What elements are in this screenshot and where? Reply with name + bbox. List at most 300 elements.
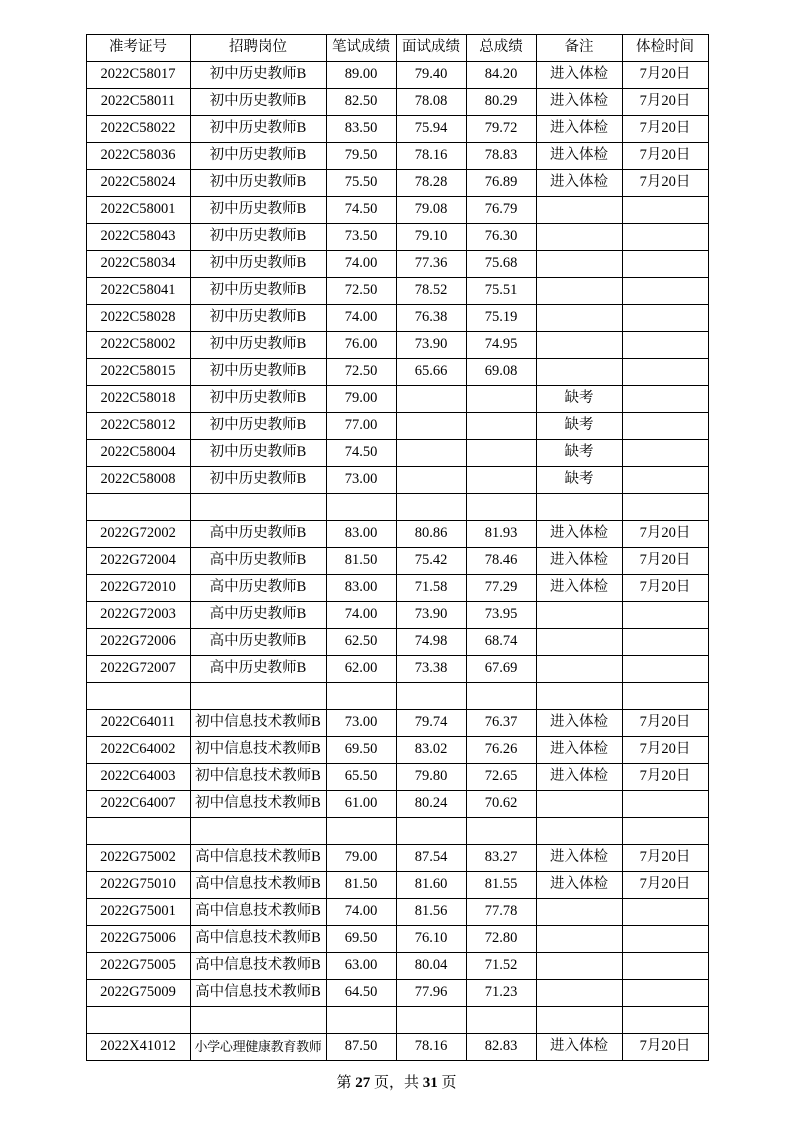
cell-written-score: 81.50 — [326, 548, 396, 575]
cell-total-score: 72.65 — [466, 764, 536, 791]
cell-remarks: 进入体检 — [536, 116, 622, 143]
cell-admission-number: 2022C58028 — [86, 305, 190, 332]
cell-position: 初中历史教师B — [190, 332, 326, 359]
cell-medical-exam-time — [622, 413, 708, 440]
cell-total-score — [466, 440, 536, 467]
cell-medical-exam-time: 7月20日 — [622, 116, 708, 143]
cell-position: 初中历史教师B — [190, 224, 326, 251]
table-row — [86, 710, 708, 737]
table-row — [86, 899, 708, 926]
table-row — [86, 251, 708, 278]
cell-total-score — [466, 494, 536, 521]
cell-remarks — [536, 926, 622, 953]
cell-written-score: 69.50 — [326, 926, 396, 953]
cell-position: 高中信息技术教师B — [190, 845, 326, 872]
cell-written-score: 74.00 — [326, 602, 396, 629]
table-row — [86, 872, 708, 899]
cell-medical-exam-time — [622, 1007, 708, 1034]
column-header-admission-number: 准考证号 — [86, 35, 190, 62]
cell-interview-score — [396, 818, 466, 845]
cell-medical-exam-time — [622, 629, 708, 656]
cell-admission-number: 2022G72010 — [86, 575, 190, 602]
cell-admission-number: 2022C64011 — [86, 710, 190, 737]
cell-remarks: 进入体检 — [536, 143, 622, 170]
cell-total-score: 80.29 — [466, 89, 536, 116]
table-row — [86, 791, 708, 818]
cell-medical-exam-time — [622, 224, 708, 251]
cell-total-score — [466, 683, 536, 710]
cell-position: 初中历史教师B — [190, 359, 326, 386]
table-row — [86, 116, 708, 143]
cell-medical-exam-time: 7月20日 — [622, 521, 708, 548]
cell-medical-exam-time: 7月20日 — [622, 872, 708, 899]
cell-interview-score: 78.28 — [396, 170, 466, 197]
table-row — [86, 305, 708, 332]
cell-admission-number: 2022G72006 — [86, 629, 190, 656]
cell-remarks: 缺考 — [536, 413, 622, 440]
table-row — [86, 548, 708, 575]
cell-position: 初中信息技术教师B — [190, 737, 326, 764]
cell-position: 初中历史教师B — [190, 143, 326, 170]
cell-medical-exam-time: 7月20日 — [622, 845, 708, 872]
cell-position: 初中历史教师B — [190, 440, 326, 467]
cell-medical-exam-time: 7月20日 — [622, 62, 708, 89]
table-row — [86, 521, 708, 548]
table-row — [86, 224, 708, 251]
cell-remarks — [536, 251, 622, 278]
cell-position: 初中信息技术教师B — [190, 710, 326, 737]
cell-remarks — [536, 494, 622, 521]
footer-prefix: 第 — [336, 1075, 352, 1091]
cell-total-score: 67.69 — [466, 656, 536, 683]
cell-admission-number: 2022G72007 — [86, 656, 190, 683]
cell-remarks — [536, 683, 622, 710]
cell-written-score — [326, 683, 396, 710]
cell-remarks — [536, 224, 622, 251]
cell-admission-number: 2022C58018 — [86, 386, 190, 413]
table-row — [86, 602, 708, 629]
cell-total-score: 78.83 — [466, 143, 536, 170]
cell-admission-number: 2022C58002 — [86, 332, 190, 359]
cell-total-score: 71.52 — [466, 953, 536, 980]
table-row — [86, 656, 708, 683]
cell-remarks: 进入体检 — [536, 1034, 622, 1061]
cell-medical-exam-time — [622, 899, 708, 926]
cell-interview-score: 80.24 — [396, 791, 466, 818]
cell-written-score: 77.00 — [326, 413, 396, 440]
cell-interview-score: 80.86 — [396, 521, 466, 548]
cell-admission-number: 2022C58015 — [86, 359, 190, 386]
cell-remarks — [536, 197, 622, 224]
cell-written-score: 81.50 — [326, 872, 396, 899]
cell-interview-score: 78.08 — [396, 89, 466, 116]
cell-written-score: 79.00 — [326, 845, 396, 872]
column-header-written-score: 笔试成绩 — [326, 35, 396, 62]
cell-total-score: 76.37 — [466, 710, 536, 737]
table-row — [86, 278, 708, 305]
cell-remarks: 进入体检 — [536, 872, 622, 899]
cell-interview-score: 87.54 — [396, 845, 466, 872]
cell-remarks — [536, 629, 622, 656]
cell-remarks: 进入体检 — [536, 710, 622, 737]
cell-position: 高中信息技术教师B — [190, 872, 326, 899]
cell-admission-number — [86, 1007, 190, 1034]
cell-remarks: 进入体检 — [536, 89, 622, 116]
cell-admission-number: 2022C58036 — [86, 143, 190, 170]
cell-admission-number: 2022C58004 — [86, 440, 190, 467]
cell-medical-exam-time: 7月20日 — [622, 737, 708, 764]
cell-written-score: 74.00 — [326, 305, 396, 332]
cell-interview-score: 78.52 — [396, 278, 466, 305]
cell-total-score: 81.93 — [466, 521, 536, 548]
cell-written-score: 75.50 — [326, 170, 396, 197]
table-header — [86, 35, 708, 62]
cell-admission-number: 2022C58017 — [86, 62, 190, 89]
cell-medical-exam-time: 7月20日 — [622, 89, 708, 116]
cell-admission-number: 2022C64003 — [86, 764, 190, 791]
cell-total-score — [466, 1007, 536, 1034]
cell-total-score: 72.80 — [466, 926, 536, 953]
score-table — [86, 34, 709, 1061]
table-row — [86, 845, 708, 872]
cell-total-score: 76.79 — [466, 197, 536, 224]
cell-interview-score — [396, 467, 466, 494]
cell-total-score — [466, 467, 536, 494]
cell-written-score: 63.00 — [326, 953, 396, 980]
cell-remarks — [536, 818, 622, 845]
cell-position: 初中历史教师B — [190, 278, 326, 305]
cell-total-score: 76.26 — [466, 737, 536, 764]
cell-medical-exam-time: 7月20日 — [622, 1034, 708, 1061]
cell-position: 高中历史教师B — [190, 548, 326, 575]
cell-total-score: 74.95 — [466, 332, 536, 359]
cell-admission-number: 2022G75002 — [86, 845, 190, 872]
cell-written-score: 73.00 — [326, 710, 396, 737]
cell-interview-score: 80.04 — [396, 953, 466, 980]
cell-remarks: 进入体检 — [536, 575, 622, 602]
cell-written-score: 61.00 — [326, 791, 396, 818]
column-header-total-score: 总成绩 — [466, 35, 536, 62]
cell-medical-exam-time — [622, 305, 708, 332]
table-row — [86, 953, 708, 980]
cell-interview-score: 75.42 — [396, 548, 466, 575]
cell-total-score — [466, 818, 536, 845]
cell-written-score: 65.50 — [326, 764, 396, 791]
cell-admission-number: 2022G75009 — [86, 980, 190, 1007]
cell-medical-exam-time — [622, 791, 708, 818]
cell-position: 初中历史教师B — [190, 467, 326, 494]
table-row — [86, 197, 708, 224]
cell-total-score: 75.51 — [466, 278, 536, 305]
table-header-row — [86, 35, 708, 62]
cell-written-score: 74.00 — [326, 899, 396, 926]
cell-interview-score — [396, 1007, 466, 1034]
cell-position: 高中信息技术教师B — [190, 926, 326, 953]
footer-total-pages: 31 — [422, 1075, 438, 1091]
cell-admission-number: 2022C58012 — [86, 413, 190, 440]
table-row — [86, 764, 708, 791]
cell-position: 初中历史教师B — [190, 305, 326, 332]
cell-admission-number: 2022G75006 — [86, 926, 190, 953]
cell-admission-number: 2022C58034 — [86, 251, 190, 278]
cell-interview-score — [396, 386, 466, 413]
cell-remarks — [536, 359, 622, 386]
cell-admission-number — [86, 818, 190, 845]
cell-total-score: 82.83 — [466, 1034, 536, 1061]
cell-written-score: 79.00 — [326, 386, 396, 413]
table-row — [86, 386, 708, 413]
cell-medical-exam-time — [622, 467, 708, 494]
cell-interview-score: 81.56 — [396, 899, 466, 926]
cell-total-score: 76.89 — [466, 170, 536, 197]
cell-interview-score: 78.16 — [396, 143, 466, 170]
cell-interview-score — [396, 440, 466, 467]
cell-interview-score: 79.74 — [396, 710, 466, 737]
cell-written-score — [326, 494, 396, 521]
footer-current-page: 27 — [355, 1075, 371, 1091]
cell-written-score: 83.50 — [326, 116, 396, 143]
cell-written-score: 69.50 — [326, 737, 396, 764]
cell-position — [190, 683, 326, 710]
cell-interview-score: 77.36 — [396, 251, 466, 278]
cell-position: 初中历史教师B — [190, 197, 326, 224]
cell-interview-score: 71.58 — [396, 575, 466, 602]
cell-interview-score: 73.38 — [396, 656, 466, 683]
table-spacer-row — [86, 494, 708, 521]
cell-interview-score: 79.10 — [396, 224, 466, 251]
cell-remarks — [536, 278, 622, 305]
cell-medical-exam-time — [622, 818, 708, 845]
cell-admission-number: 2022G75010 — [86, 872, 190, 899]
cell-total-score: 71.23 — [466, 980, 536, 1007]
table-row — [86, 332, 708, 359]
table-row — [86, 143, 708, 170]
cell-remarks — [536, 602, 622, 629]
cell-medical-exam-time: 7月20日 — [622, 170, 708, 197]
cell-remarks: 进入体检 — [536, 764, 622, 791]
cell-remarks: 进入体检 — [536, 170, 622, 197]
cell-total-score: 73.95 — [466, 602, 536, 629]
cell-interview-score: 65.66 — [396, 359, 466, 386]
cell-medical-exam-time: 7月20日 — [622, 548, 708, 575]
table-row — [86, 926, 708, 953]
table-row — [86, 575, 708, 602]
cell-position — [190, 818, 326, 845]
footer-suffix: 页 — [441, 1075, 457, 1091]
cell-total-score: 75.19 — [466, 305, 536, 332]
cell-remarks: 进入体检 — [536, 548, 622, 575]
cell-written-score: 74.50 — [326, 440, 396, 467]
cell-interview-score: 78.16 — [396, 1034, 466, 1061]
table-row — [86, 629, 708, 656]
cell-written-score: 73.50 — [326, 224, 396, 251]
cell-written-score: 73.00 — [326, 467, 396, 494]
cell-total-score: 77.78 — [466, 899, 536, 926]
cell-position: 高中历史教师B — [190, 575, 326, 602]
cell-remarks — [536, 656, 622, 683]
cell-interview-score — [396, 683, 466, 710]
table-spacer-row — [86, 683, 708, 710]
cell-interview-score: 79.08 — [396, 197, 466, 224]
table-spacer-row — [86, 818, 708, 845]
cell-interview-score: 75.94 — [396, 116, 466, 143]
column-header-interview-score: 面试成绩 — [396, 35, 466, 62]
cell-position: 高中历史教师B — [190, 602, 326, 629]
table-row — [86, 89, 708, 116]
table-body — [86, 62, 708, 1061]
column-header-remarks: 备注 — [536, 35, 622, 62]
cell-remarks: 进入体检 — [536, 521, 622, 548]
cell-admission-number: 2022C58024 — [86, 170, 190, 197]
table-row — [86, 359, 708, 386]
cell-position: 初中历史教师B — [190, 116, 326, 143]
cell-medical-exam-time — [622, 386, 708, 413]
cell-total-score: 76.30 — [466, 224, 536, 251]
cell-position: 高中信息技术教师B — [190, 980, 326, 1007]
cell-written-score: 64.50 — [326, 980, 396, 1007]
cell-position: 初中信息技术教师B — [190, 764, 326, 791]
cell-total-score — [466, 386, 536, 413]
cell-admission-number: 2022C58008 — [86, 467, 190, 494]
cell-total-score: 78.46 — [466, 548, 536, 575]
cell-medical-exam-time — [622, 278, 708, 305]
cell-interview-score: 79.80 — [396, 764, 466, 791]
cell-written-score: 87.50 — [326, 1034, 396, 1061]
cell-remarks: 缺考 — [536, 467, 622, 494]
cell-written-score: 89.00 — [326, 62, 396, 89]
cell-interview-score: 81.60 — [396, 872, 466, 899]
cell-remarks — [536, 899, 622, 926]
cell-written-score: 79.50 — [326, 143, 396, 170]
cell-remarks — [536, 332, 622, 359]
cell-position — [190, 1007, 326, 1034]
cell-admission-number: 2022C58001 — [86, 197, 190, 224]
cell-medical-exam-time — [622, 926, 708, 953]
cell-position: 初中历史教师B — [190, 413, 326, 440]
cell-position: 高中信息技术教师B — [190, 953, 326, 980]
cell-remarks: 缺考 — [536, 440, 622, 467]
cell-medical-exam-time: 7月20日 — [622, 575, 708, 602]
cell-position: 初中历史教师B — [190, 386, 326, 413]
column-header-position: 招聘岗位 — [190, 35, 326, 62]
cell-interview-score — [396, 413, 466, 440]
cell-written-score: 72.50 — [326, 359, 396, 386]
cell-written-score: 74.00 — [326, 251, 396, 278]
cell-position: 初中历史教师B — [190, 251, 326, 278]
cell-admission-number: 2022G75005 — [86, 953, 190, 980]
footer-middle: 页，共 — [373, 1075, 419, 1091]
cell-remarks — [536, 953, 622, 980]
cell-written-score: 82.50 — [326, 89, 396, 116]
table-row — [86, 980, 708, 1007]
cell-medical-exam-time — [622, 683, 708, 710]
table-row — [86, 440, 708, 467]
cell-admission-number: 2022C58022 — [86, 116, 190, 143]
cell-position: 初中历史教师B — [190, 89, 326, 116]
cell-position: 初中信息技术教师B — [190, 791, 326, 818]
cell-written-score: 83.00 — [326, 521, 396, 548]
cell-remarks: 缺考 — [536, 386, 622, 413]
table-row — [86, 467, 708, 494]
cell-interview-score: 77.96 — [396, 980, 466, 1007]
cell-medical-exam-time: 7月20日 — [622, 710, 708, 737]
cell-medical-exam-time — [622, 494, 708, 521]
cell-admission-number: 2022G72003 — [86, 602, 190, 629]
cell-admission-number: 2022C58041 — [86, 278, 190, 305]
cell-total-score: 68.74 — [466, 629, 536, 656]
cell-total-score: 77.29 — [466, 575, 536, 602]
cell-total-score: 75.68 — [466, 251, 536, 278]
cell-position: 高中历史教师B — [190, 629, 326, 656]
cell-position: 初中历史教师B — [190, 170, 326, 197]
cell-admission-number: 2022G75001 — [86, 899, 190, 926]
cell-remarks — [536, 980, 622, 1007]
cell-interview-score: 76.38 — [396, 305, 466, 332]
cell-total-score: 81.55 — [466, 872, 536, 899]
cell-total-score — [466, 413, 536, 440]
cell-interview-score: 73.90 — [396, 332, 466, 359]
cell-admission-number: 2022G72002 — [86, 521, 190, 548]
cell-position: 高中历史教师B — [190, 656, 326, 683]
cell-medical-exam-time — [622, 953, 708, 980]
cell-written-score: 62.50 — [326, 629, 396, 656]
cell-medical-exam-time — [622, 332, 708, 359]
cell-medical-exam-time — [622, 440, 708, 467]
table-row — [86, 62, 708, 89]
cell-admission-number: 2022C64002 — [86, 737, 190, 764]
cell-admission-number — [86, 494, 190, 521]
column-header-medical-exam-time: 体检时间 — [622, 35, 708, 62]
page-footer — [0, 1071, 793, 1092]
cell-medical-exam-time: 7月20日 — [622, 764, 708, 791]
cell-total-score: 83.27 — [466, 845, 536, 872]
table-row — [86, 413, 708, 440]
cell-interview-score: 79.40 — [396, 62, 466, 89]
cell-written-score: 74.50 — [326, 197, 396, 224]
cell-medical-exam-time — [622, 359, 708, 386]
cell-admission-number: 2022C58011 — [86, 89, 190, 116]
table-row — [86, 1034, 708, 1061]
cell-medical-exam-time — [622, 251, 708, 278]
cell-remarks: 进入体检 — [536, 737, 622, 764]
cell-written-score: 76.00 — [326, 332, 396, 359]
cell-total-score: 69.08 — [466, 359, 536, 386]
cell-written-score — [326, 1007, 396, 1034]
cell-admission-number: 2022G72004 — [86, 548, 190, 575]
cell-medical-exam-time — [622, 656, 708, 683]
cell-remarks — [536, 1007, 622, 1034]
table-spacer-row — [86, 1007, 708, 1034]
cell-remarks — [536, 305, 622, 332]
cell-medical-exam-time — [622, 602, 708, 629]
cell-admission-number: 2022X41012 — [86, 1034, 190, 1061]
cell-written-score: 83.00 — [326, 575, 396, 602]
cell-total-score: 79.72 — [466, 116, 536, 143]
cell-interview-score: 73.90 — [396, 602, 466, 629]
cell-interview-score: 74.98 — [396, 629, 466, 656]
cell-medical-exam-time — [622, 980, 708, 1007]
cell-remarks: 进入体检 — [536, 845, 622, 872]
cell-position: 小学心理健康教育教师 — [190, 1034, 326, 1061]
cell-admission-number — [86, 683, 190, 710]
cell-written-score: 62.00 — [326, 656, 396, 683]
cell-total-score: 70.62 — [466, 791, 536, 818]
cell-interview-score: 76.10 — [396, 926, 466, 953]
table-row — [86, 737, 708, 764]
cell-remarks — [536, 791, 622, 818]
cell-position: 高中历史教师B — [190, 521, 326, 548]
table-row — [86, 170, 708, 197]
